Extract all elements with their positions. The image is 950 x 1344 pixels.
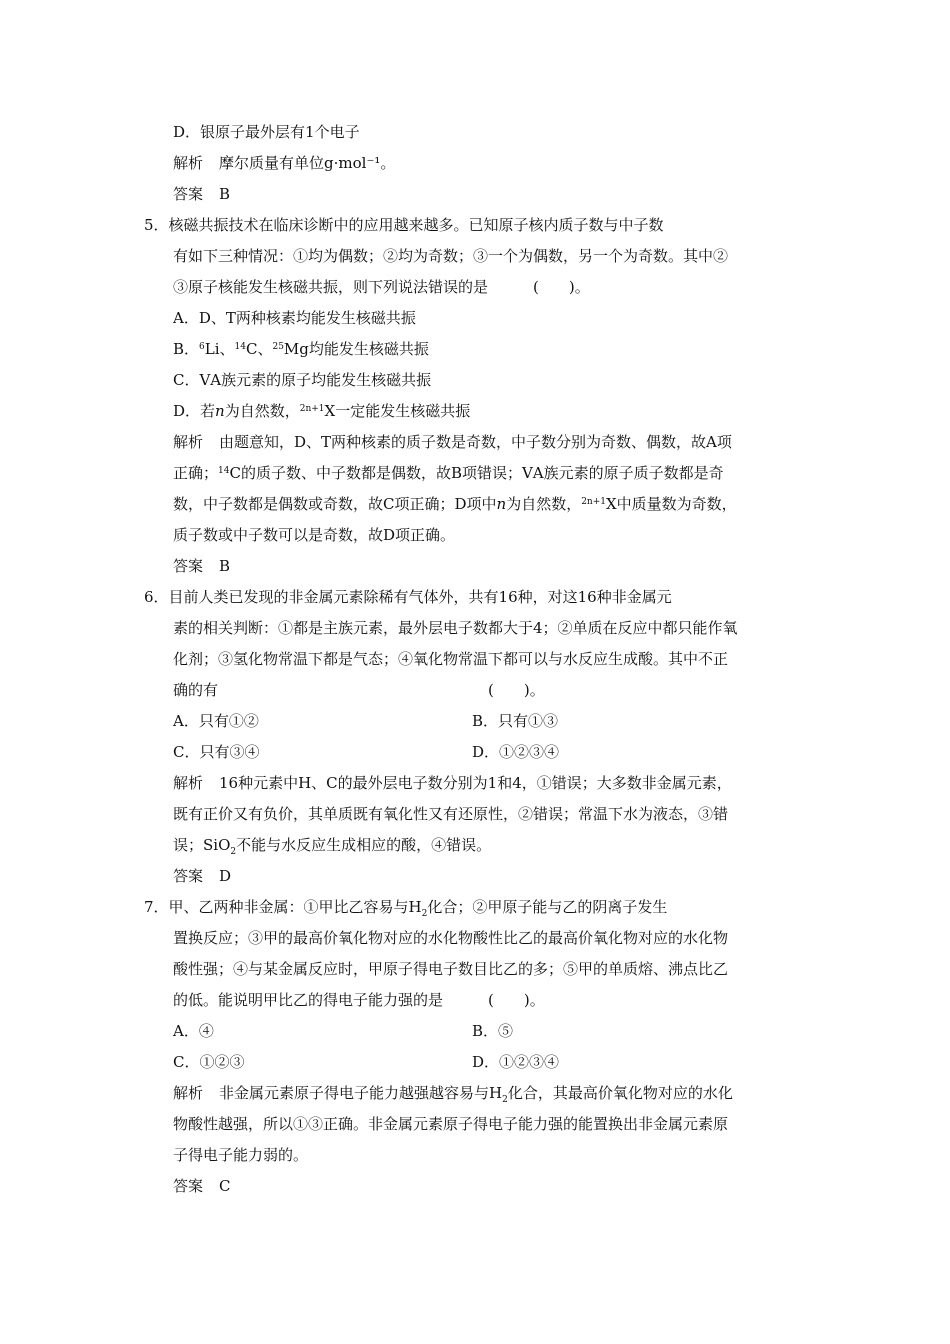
q6-analysis-line-1 — [173, 773, 732, 793]
q6-option-d: D．①②③④ — [472, 743, 560, 761]
analysis-text: 非金属元素原子得电子能力越强越容易与H — [219, 1084, 503, 1102]
q7-option-a: A．④ — [173, 1022, 214, 1040]
analysis-text: 摩尔质量有单位g·mol⁻¹。 — [219, 154, 396, 172]
q6-stem-line-3: 化剂；③氢化物常温下都是气态；④氧化物常温下都可以与水反应生成酸。其中不正 — [173, 650, 729, 668]
q5-analysis-line-2 — [173, 463, 724, 483]
q6-stem-line-4: 确的有 ( )。 — [173, 681, 545, 699]
analysis-text: 数，中子数都是偶数或奇数，故C项正确；D项中 — [173, 495, 497, 513]
q5-option-a: A．D、T两种核素均能发生核磁共振 — [173, 309, 416, 327]
answer-value: C — [219, 1177, 231, 1195]
analysis-label: 解析 — [173, 774, 204, 792]
answer-value: B — [219, 557, 231, 575]
mass-number: 2n+1 — [581, 497, 606, 507]
mass-number: 14 — [218, 466, 230, 476]
mass-number: 14 — [234, 342, 246, 352]
q5-option-c: C．ⅤA族元素的原子均能发生核磁共振 — [173, 371, 432, 389]
analysis-text: C的质子数、中子数都是偶数，故B项错误；ⅤA族元素的原子质子数都是奇 — [229, 464, 724, 482]
mass-number: 6 — [199, 342, 205, 352]
q7-stem-line-4: 的低。能说明甲比乙的得电子能力强的是 ( )。 — [173, 991, 545, 1009]
q7-analysis-line-1 — [173, 1083, 733, 1110]
analysis-text: 16种元素中H、C的最外层电子数分别为1和4，①错误；大多数非金属元素， — [219, 774, 732, 792]
analysis-text: X中质量数为奇数， — [606, 495, 737, 513]
q5-analysis-line-3 — [173, 494, 737, 514]
analysis-text: 不能与水反应生成相应的酸，④错误。 — [236, 836, 492, 854]
option-prefix: D．若 — [173, 402, 216, 420]
answer-label: 答案 — [173, 557, 204, 575]
q7-option-c: C．①②③ — [173, 1053, 245, 1071]
analysis-label: 解析 — [173, 433, 204, 451]
q7-stem-line-1 — [144, 897, 667, 924]
q6-analysis-line-3 — [173, 835, 491, 862]
q6-analysis-line-2: 既有正价又有负价，其单质既有氧化性又有还原性，②错误；常温下水为液态，③错 — [173, 805, 729, 823]
subscript: 2 — [421, 909, 428, 919]
subscript: 2 — [502, 1095, 508, 1105]
answer-label: 答案 — [173, 185, 204, 203]
q6-option-a: A．只有①② — [173, 712, 259, 730]
stem-text: 化合；②甲原子能与乙的阴离子发生 — [427, 898, 668, 916]
option-text: X一定能发生核磁共振 — [324, 402, 471, 420]
element-li: Li、 — [204, 340, 235, 358]
q5-option-d — [173, 401, 470, 421]
element-mg: Mg均能发生核磁共振 — [283, 340, 429, 358]
analysis-text: 为自然数， — [506, 495, 582, 513]
q7-stem-line-3: 酸性强；④与某金属反应时，甲原子得电子数目比乙的多；⑤甲的单质熔、沸点比乙 — [173, 960, 729, 978]
q6-option-b: B．只有①③ — [472, 712, 559, 730]
q6-stem-line-2: 素的相关判断：①都是主族元素，最外层电子数都大于4；②单质在反应中都只能作氧 — [173, 619, 738, 637]
stem-text: 7．甲、乙两种非金属：①甲比乙容易与H — [144, 898, 422, 916]
analysis-text: 正确； — [173, 464, 219, 482]
q5-analysis-line-4: 质子数或中子数可以是奇数，故D项正确。 — [173, 526, 456, 544]
q5-stem-line-2: 有如下三种情况：①均为偶数；②均为奇数；③一个为偶数，另一个为奇数。其中② — [173, 247, 729, 265]
element-c: C、 — [245, 340, 273, 358]
q4-answer — [173, 184, 230, 204]
answer-label: 答案 — [173, 867, 204, 885]
q5-stem-line-1: 5．核磁共振技术在临床诊断中的应用越来越多。已知原子核内质子数与中子数 — [144, 216, 664, 234]
variable-n: n — [496, 495, 507, 513]
q5-answer — [173, 556, 230, 576]
q7-answer — [173, 1176, 231, 1196]
q5-option-b — [173, 339, 429, 359]
q6-option-c: C．只有③④ — [173, 743, 260, 761]
analysis-label: 解析 — [173, 154, 204, 172]
option-prefix: B． — [173, 340, 200, 358]
mass-number: 25 — [272, 342, 284, 352]
mass-number: 2n+1 — [299, 404, 325, 414]
analysis-text: 由题意知，D、T两种核素的质子数是奇数，中子数分别为奇数、偶数，故A项 — [219, 433, 732, 451]
q7-option-b: B．⑤ — [472, 1022, 514, 1040]
q7-stem-line-2: 置换反应；③甲的最高价氧化物对应的水化物酸性比乙的最高价氧化物对应的水化物 — [173, 929, 729, 947]
q4-option-d: D．银原子最外层有1个电子 — [173, 123, 360, 141]
analysis-text: 误；SiO — [173, 836, 231, 854]
q7-analysis-line-2: 物酸性越强，所以①③正确。非金属元素原子得电子能力强的能置换出非金属元素原 — [173, 1115, 729, 1133]
subscript: 2 — [230, 847, 237, 857]
q5-stem-line-3: ③原子核能发生核磁共振，则下列说法错误的是 ( )。 — [173, 278, 590, 296]
option-text: 为自然数， — [224, 402, 300, 420]
variable-n: n — [215, 402, 225, 420]
q7-option-d: D．①②③④ — [472, 1053, 560, 1071]
answer-label: 答案 — [173, 1177, 204, 1195]
q6-answer — [173, 866, 231, 886]
q7-analysis-line-3: 子得电子能力弱的。 — [173, 1146, 309, 1164]
q4-analysis — [173, 153, 395, 173]
q5-analysis-line-1 — [173, 432, 732, 452]
analysis-text: 化合，其最高价氧化物对应的水化 — [507, 1084, 733, 1102]
q6-stem-line-1: 6．目前人类已发现的非金属元素除稀有气体外，共有16种，对这16种非金属元 — [144, 588, 672, 606]
answer-value: B — [219, 185, 231, 203]
analysis-label: 解析 — [173, 1084, 204, 1102]
answer-value: D — [219, 867, 232, 885]
